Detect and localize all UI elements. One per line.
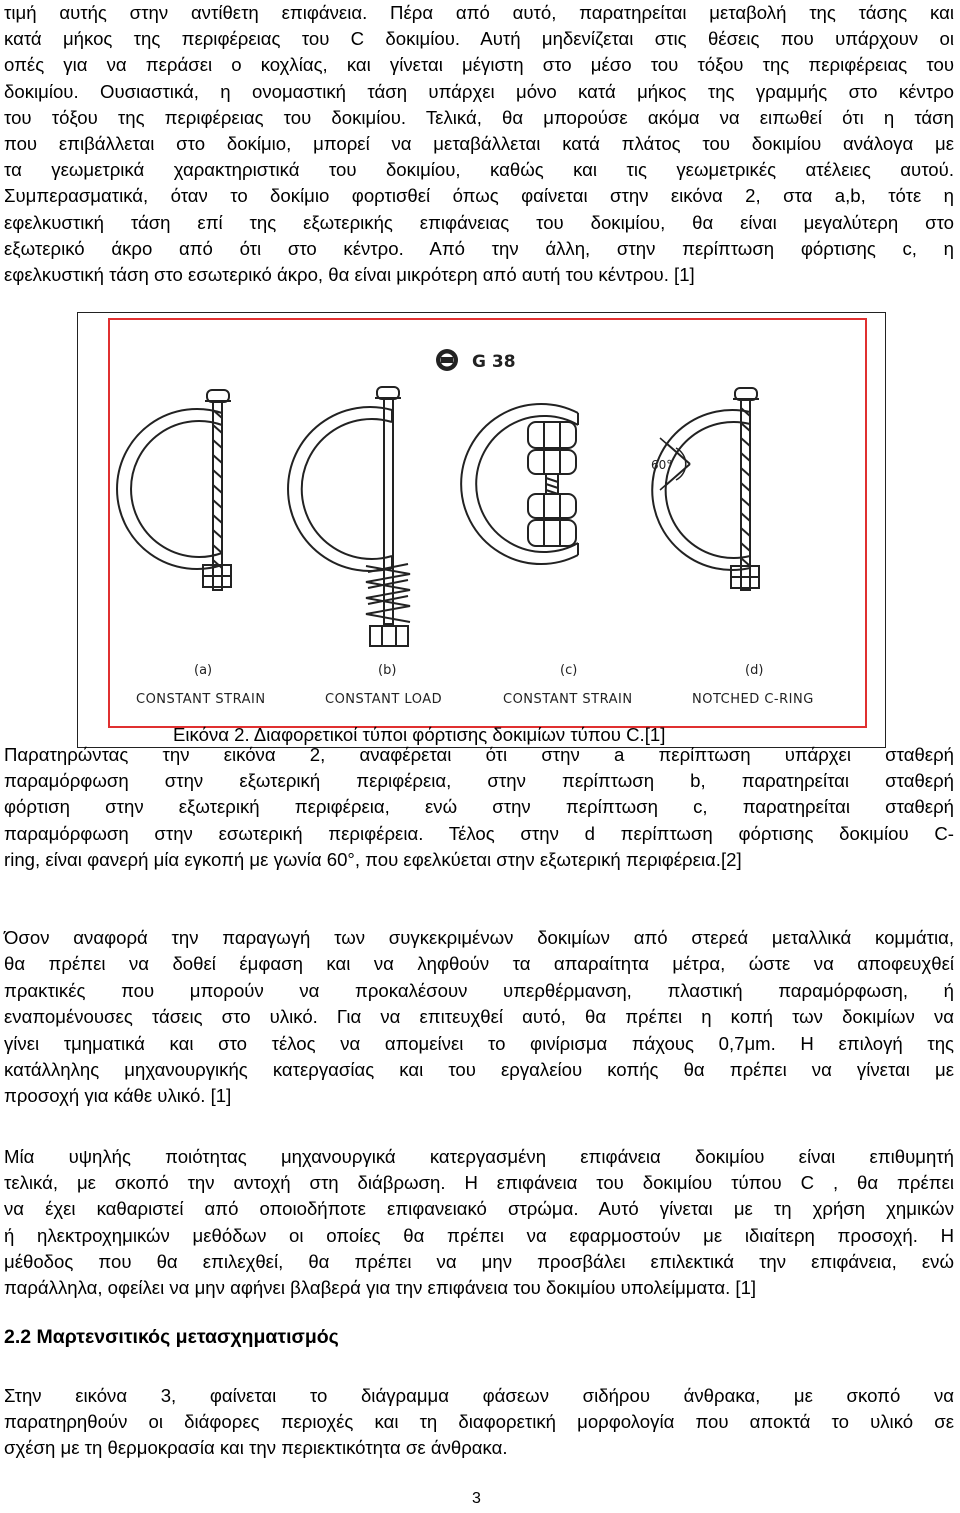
text-line: κατάλληλης μηχανουργικής κατεργασίας και του εργαλείου κοπής θα πρέπει να γίνεται με bbox=[4, 1059, 954, 1081]
paragraph-2 bbox=[4, 742, 954, 873]
section-heading: 2.2 Μαρτενσιτικός μετασχηματισμός bbox=[4, 1326, 339, 1348]
text-line: προσοχή για κάθε υλικό. [1] bbox=[4, 1085, 232, 1107]
text-line: Συμπερασματικά, όταν το δοκίμιο φορτισθεί όπως φαίνεται στην εικόνα 2, στα a,b, τότε η bbox=[4, 185, 954, 207]
text-line: φόρτιση στην εξωτερική περιφέρεια, ενώ στην περίπτωση c, παρατηρείται σταθερή bbox=[4, 796, 954, 818]
text-line: πρακτικές που μπορούν να προκαλέσουν υπερθέρμανση, πλαστική παραμόρφωση, ή bbox=[4, 979, 954, 1001]
text-line: γίνει τμηματικά και στο τέλος να απομείνει το φινίρισμα πάχους 0,7μm. Η επιλογή της bbox=[4, 1032, 954, 1054]
panel-letter-d: (d) bbox=[745, 663, 764, 678]
text-line: που επιβάλλεται στο δοκίμιο, μπορεί να μεταβάλλεται κατά πλάτος του δοκιμίου ανάλογα με bbox=[4, 133, 954, 155]
panel-title-b: CONSTANT LOAD bbox=[325, 692, 443, 707]
panel-letter-a: (a) bbox=[194, 663, 213, 678]
text-line: τιμή αυτής στην αντίθετη επιφάνεια. Πέρα από αυτό, παρατηρείται μεταβολή της τάσης και bbox=[4, 2, 954, 23]
text-line: εφελκυστική τάση επί της εξωτερικής επιφάνειας του δοκιμίου, θα είναι μεγαλύτερη στο bbox=[4, 211, 954, 233]
text-line: παραμόρφωση στην εσωτερική περιφέρεια. Τέλος στην d περίπτωση φόρτισης δοκιμίου C- bbox=[4, 822, 954, 844]
text-line: παρατηρηθούν οι διάφορες περιοχές και τη διαφορετική μορφολογία που αποκτά το υλικό σε bbox=[4, 1411, 954, 1433]
figure-caption: Εικόνα 2. Διαφορετικοί τύποι φόρτισης δοκιμίων τύπου C.[1] bbox=[173, 724, 666, 745]
text-line: παράλληλα, οφείλει να μην αφήνει βλαβερά για την επιφάνεια του δοκιμίου υπολείμματα. [1] bbox=[4, 1277, 757, 1299]
standard-label: G 38 bbox=[472, 352, 516, 372]
text-line: θα πρέπει να δοθεί έμφαση και να ληφθούν τα απαραίτητα μέτρα, ώστε να αποφευχθεί bbox=[4, 953, 954, 975]
text-line: ή ηλεκτροχημικών μεθόδων οι οποίες θα πρέπει να εφαρμοστούν με ιδιαίτερη προσοχή. Η bbox=[4, 1224, 954, 1246]
panel-letter-b: (b) bbox=[378, 663, 397, 678]
text-line: τα γεωμετρικά χαρακτηριστικά του δοκιμίου, καθώς και τις γεωμετρικές ατέλειες αυτού. bbox=[4, 159, 954, 181]
specimen-a bbox=[117, 390, 231, 590]
text-line: παραμόρφωση στην εξωτερική περιφέρεια, στην περίπτωση b, παρατηρείται σταθερή bbox=[4, 770, 954, 792]
text-line: δοκιμίου. Ουσιαστικά, η ονομαστική τάση υπάρχει μόνο κατά μήκος της γραμμής στο κέντρο bbox=[4, 80, 954, 102]
text-line: τελικά, με σκοπό την αντοχή στη διάβρωση. Η επιφάνεια του δοκιμίου τύπου C , θα πρέπει bbox=[4, 1172, 954, 1194]
text-line: οπές για να περάσει ο κοχλίας, και γίνεται μέγιστη στο μέσο του τόξου της περιφέρειας του bbox=[4, 54, 954, 76]
text-line: να έχει καθαριστεί από οποιοδήποτε επιφανειακό στρώμα. Αυτό γίνεται με τη χρήση χημικών bbox=[4, 1198, 954, 1220]
specimen-b bbox=[288, 387, 410, 646]
text-line: Παρατηρώντας την εικόνα 2, αναφέρεται ότι στην a περίπτωση υπάρχει σταθερή bbox=[4, 744, 954, 765]
panel-title-a: CONSTANT STRAIN bbox=[136, 692, 266, 707]
paragraph-4 bbox=[4, 1144, 954, 1301]
text-line: ring, είναι φανερή μία εγκοπή με γωνία 60°, που εφελκύεται στην εξωτερική περιφέρεια.[2] bbox=[4, 848, 742, 870]
astm-logo bbox=[436, 349, 458, 371]
text-line: Στην εικόνα 3, φαίνεται το διάγραμμα φάσεων σιδήρου άνθρακα, με σκοπό να bbox=[4, 1385, 954, 1406]
text-line: Μία υψηλής ποιότητας μηχανουργικά κατεργασμένη επιφάνεια δοκιμίου είναι επιθυμητή bbox=[4, 1146, 954, 1167]
paragraph-5 bbox=[4, 1383, 954, 1462]
text-line: σχέση με τη θερμοκρασία και την περιεκτικότητα σε άνθρακα. bbox=[4, 1437, 508, 1459]
text-line: του τόξου της περιφέρειας του δοκιμίου. Τελικά, θα μπορούσε ακόμα να ειπωθεί ότι η τάση bbox=[4, 106, 954, 128]
text-line: εφελκυστική τάση στο εσωτερικό άκρο, θα είναι μικρότερη από αυτή του κέντρου. [1] bbox=[4, 264, 695, 286]
notch-angle-label: 60° bbox=[651, 458, 673, 472]
panel-title-c: CONSTANT STRAIN bbox=[503, 692, 633, 707]
page-number: 3 bbox=[472, 1490, 481, 1507]
text-line: κατά μήκος της περιφέρειας του C δοκιμίου. Αυτή μηδενίζεται στις θέσεις που υπάρχουν οι bbox=[4, 28, 954, 50]
text-line: μέθοδος που θα επιλεχθεί, θα πρέπει να μην προσβάλει επιλεκτικά την επιφάνεια, ενώ bbox=[4, 1250, 954, 1272]
panel-letter-c: (c) bbox=[560, 663, 578, 678]
text-line: εξωτερικό άκρο από ότι στο κέντρο. Από την άλλη, στην περίπτωση φόρτισης c, η bbox=[4, 237, 954, 259]
text-line: εναπομένουσες τάσεις στο υλικό. Για να επιτευχθεί αυτό, θα πρέπει η κοπή των δοκιμίων να bbox=[4, 1006, 954, 1028]
specimen-c bbox=[461, 404, 578, 564]
paragraph-3 bbox=[4, 925, 954, 1110]
panel-title-d: NOTCHED C-RING bbox=[692, 692, 814, 707]
specimen-d bbox=[652, 388, 759, 590]
text-line: Όσον αναφορά την παραγωγή των συγκεκριμένων δοκιμίων από στερεά μεταλλικά κομμάτια, bbox=[4, 927, 954, 948]
